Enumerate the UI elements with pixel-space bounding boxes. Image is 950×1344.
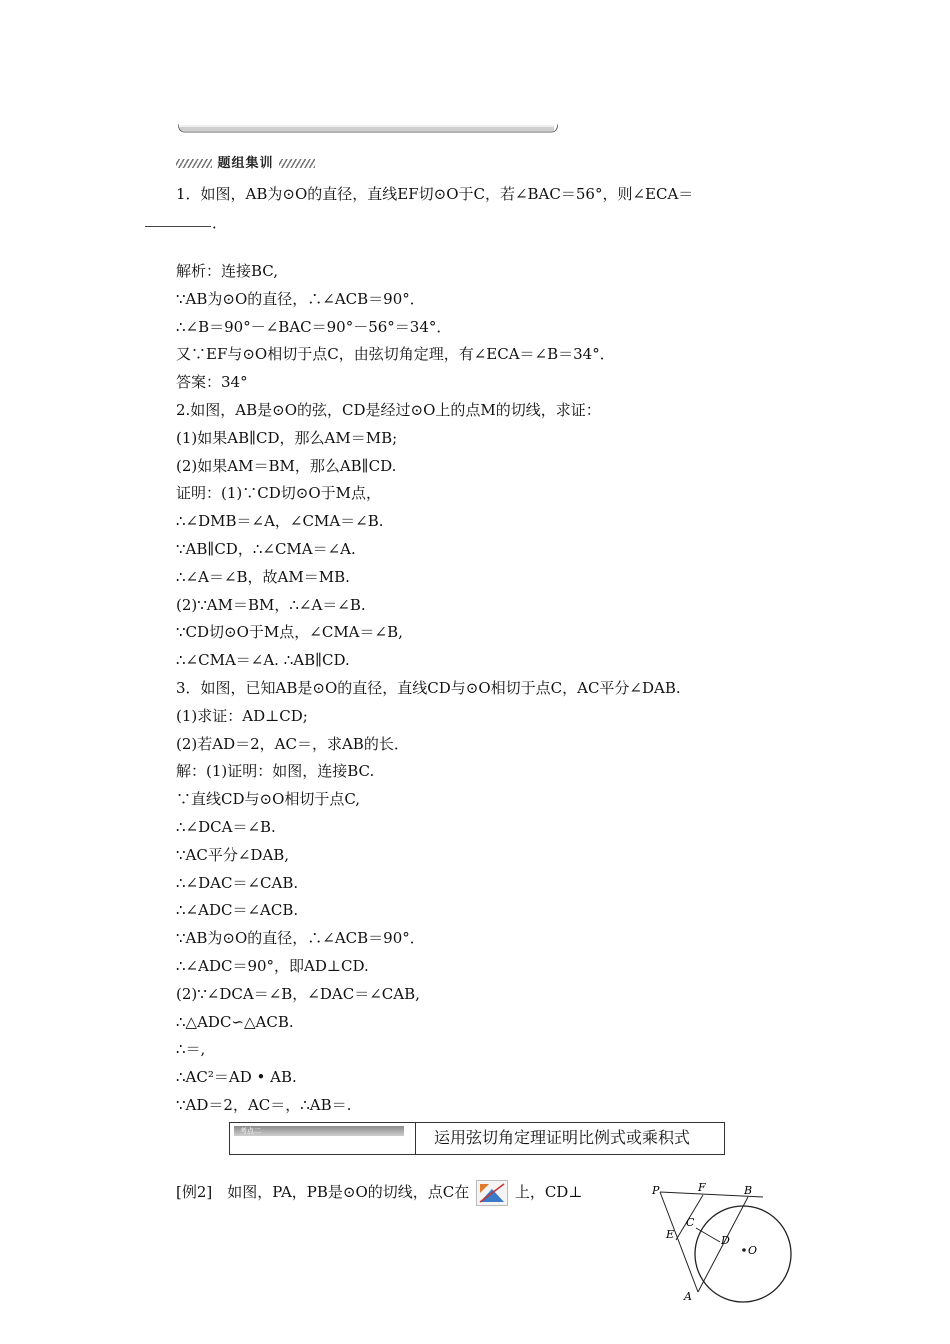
banner-title: 题组集训 [217, 156, 274, 171]
geometry-figure [648, 1180, 798, 1314]
label-o: O [748, 1244, 758, 1257]
text-line: (2)如果AM＝BM，那么AB∥CD. [176, 456, 397, 475]
text-line: ∴∠DAC＝∠CAB. [176, 873, 299, 892]
text-line: (1)求证：AD⊥CD; [176, 706, 308, 725]
text-line: 证明：(1)∵CD切⊙O于M点， [176, 484, 381, 503]
text-line: ∵直线CD与⊙O相切于点C, [176, 790, 361, 809]
text-line: ∴∠DCA＝∠B. [176, 817, 276, 836]
tangent-pa [660, 1192, 698, 1292]
text-line: 答案：34° [176, 373, 248, 392]
section-banner [176, 152, 315, 171]
example-suffix: 上，CD⊥ [514, 1183, 583, 1201]
text-line: ∴＝, [176, 1040, 206, 1059]
topic-box [229, 1122, 725, 1155]
text-line: ∴∠CMA＝∠A. ∴AB∥CD. [176, 651, 350, 670]
question-1 [176, 180, 806, 208]
label-f: F [698, 1181, 706, 1194]
text-line: ∴∠ADC＝90°，即AD⊥CD. [176, 956, 369, 975]
label-p: P [652, 1184, 660, 1197]
text-line: ∴∠ADC＝∠ACB. [176, 901, 299, 920]
text-line: ∴∠DMB＝∠A，∠CMA＝∠B. [176, 512, 384, 531]
center-point [742, 1248, 746, 1252]
topic-tag: 考点二 [234, 1126, 404, 1136]
text-line: ∴△ADC∽△ACB. [176, 1012, 294, 1031]
text-line: 解：(1)证明：如图，连接BC. [176, 762, 375, 781]
hatch-decoration-left [176, 159, 212, 168]
text-line: ∵AB为⊙O的直径，∴∠ACB＝90°． [176, 929, 425, 948]
hatch-decoration-right [279, 159, 315, 168]
example-prefix: [例2] 如图，PA，PB是⊙O的切线，点C在 [176, 1183, 470, 1201]
text-line: ∴AC²＝AD • AB. [176, 1068, 297, 1087]
text-line: ∵AB为⊙O的直径，∴∠ACB＝90°． [176, 289, 425, 308]
text-line: ∵AC平分∠DAB, [176, 845, 290, 864]
answer-blank [145, 226, 211, 227]
label-b: B [744, 1184, 753, 1197]
question-1-tail: ． [212, 214, 228, 232]
circle-o [695, 1206, 791, 1302]
text-line: (2)∵AM＝BM，∴∠A＝∠B. [176, 595, 366, 614]
example-2 [176, 1180, 582, 1206]
label-c: C [686, 1216, 695, 1229]
text-line: (2)若AD＝2，AC＝，求AB的长． [176, 734, 409, 753]
text-line: ∵CD切⊙O于M点，∠CMA＝∠B, [176, 623, 403, 642]
text-line: ∵AD＝2，AC＝，∴AB＝. [176, 1095, 352, 1114]
text-line: (2)∵∠DCA＝∠B，∠DAC＝∠CAB, [176, 984, 420, 1003]
label-a: A [684, 1290, 692, 1303]
text-line: ∵AB∥CD，∴∠CMA＝∠A. [176, 539, 356, 558]
text-line: 2.如图，AB是⊙O的弦，CD是经过⊙O上的点M的切线，求证： [176, 400, 601, 419]
text-line: ∴∠B＝90°－∠BAC＝90°－56°＝34°． [176, 317, 452, 336]
arc-image-icon [476, 1180, 508, 1206]
label-d: D [721, 1234, 730, 1247]
text-line: 解析：连接BC, [176, 262, 279, 280]
topic-tag-cell [230, 1123, 416, 1154]
header-rule [178, 124, 558, 134]
text-line: (1)如果AB∥CD，那么AM＝MB; [176, 428, 398, 447]
question-1-text: 1．如图，AB为⊙O的直径，直线EF切⊙O于C，若∠BAC＝56°，则∠ECA＝ [176, 185, 694, 203]
text-line: 又∵EF与⊙O相切于点C，由弦切角定理，有∠ECA＝∠B＝34°． [176, 345, 615, 364]
text-line: 3．如图，已知AB是⊙O的直径，直线CD与⊙O相切于点C，AC平分∠DAB. [176, 678, 681, 697]
label-e: E [666, 1228, 675, 1241]
solution-text [176, 258, 681, 1120]
topic-title: 运用弦切角定理证明比例式或乘积式 [434, 1128, 691, 1147]
text-line: ∴∠A＝∠B，故AM＝MB. [176, 567, 350, 586]
